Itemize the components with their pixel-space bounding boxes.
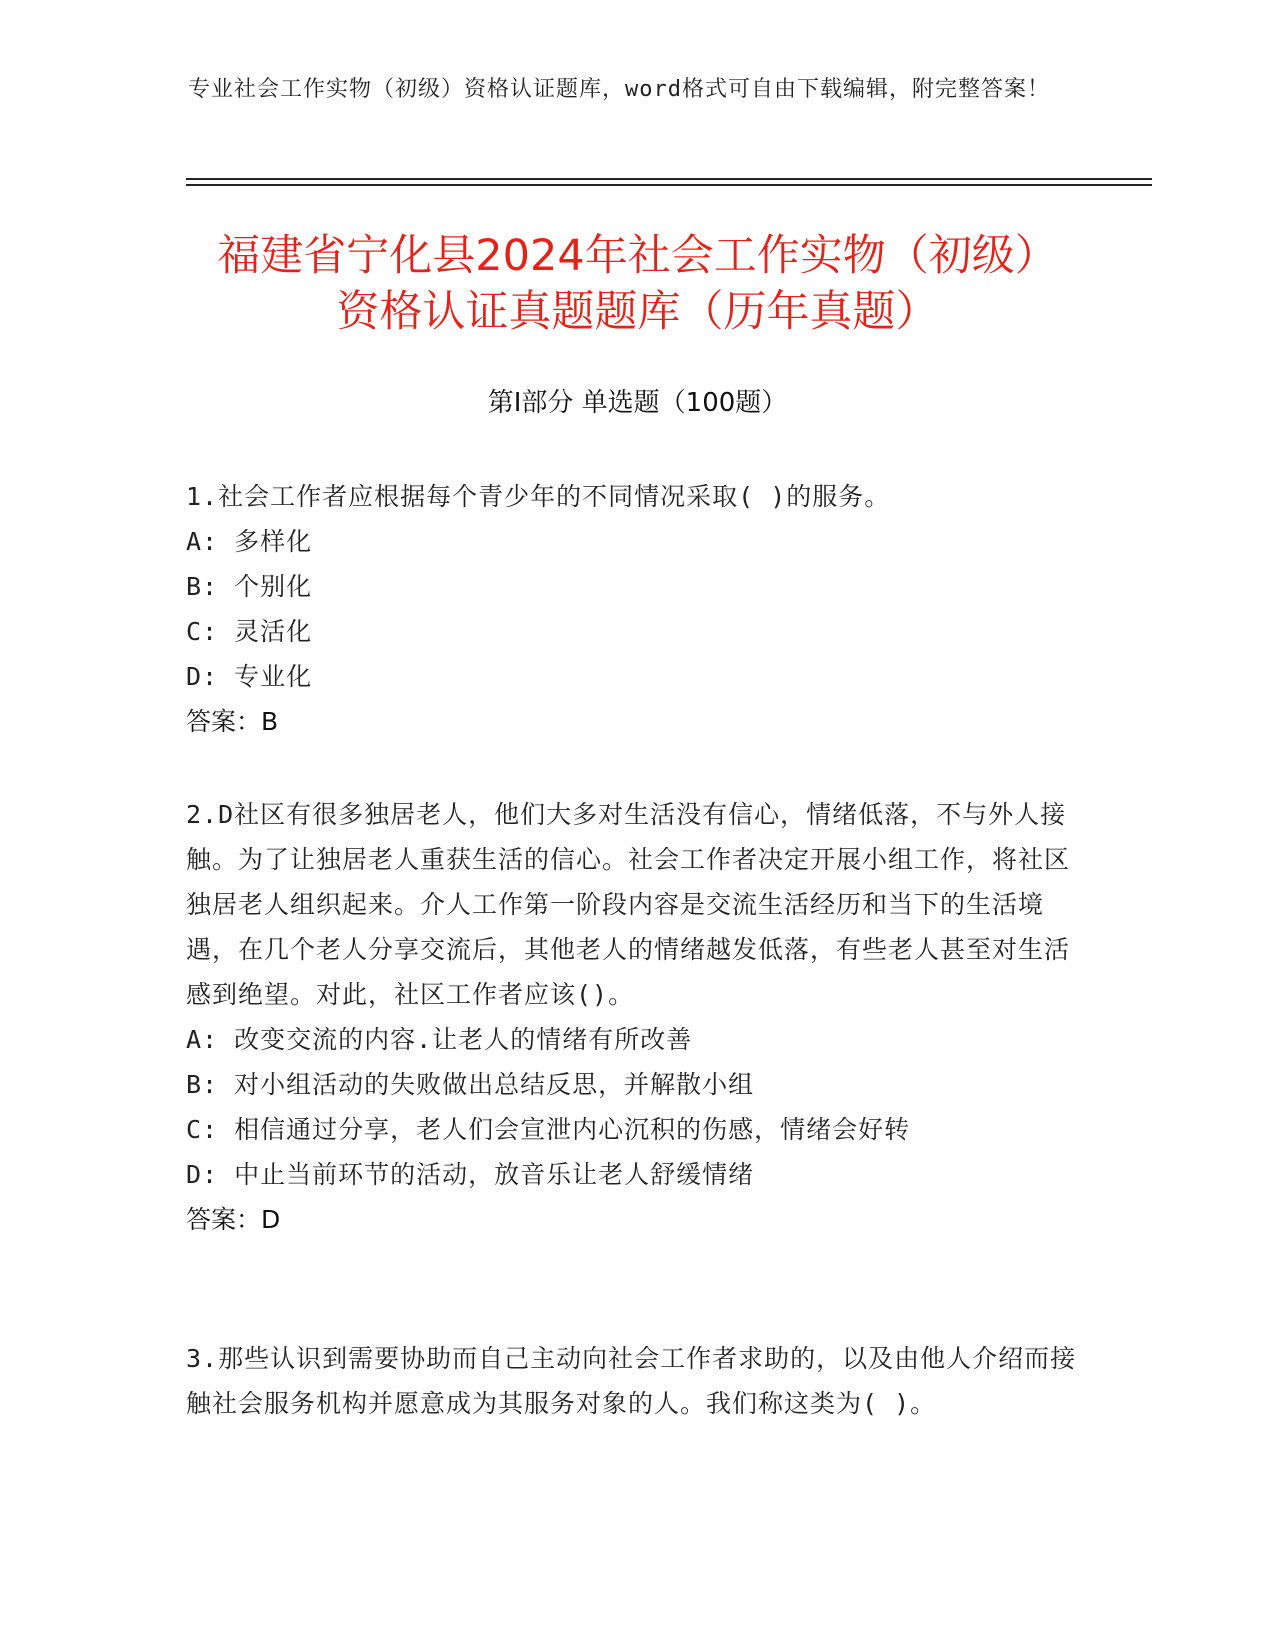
question-3: [186, 1336, 1086, 1426]
option-a: A: 改变交流的内容.让老人的情绪有所改善: [186, 1025, 693, 1054]
option-d: D: 中止当前环节的活动，放音乐让老人舒缓情绪: [186, 1160, 755, 1189]
option-c: C: 相信通过分享，老人们会宣泄内心沉积的伤感，情绪会好转: [186, 1115, 911, 1144]
question-1: [186, 474, 1086, 744]
document-title: [150, 228, 1125, 340]
option-c: C: 灵活化: [186, 617, 313, 646]
title-line-1: 福建省宁化县2024年社会工作实物（初级）: [217, 231, 1058, 281]
option-d: D: 专业化: [186, 662, 313, 691]
header-divider-top: [186, 178, 1152, 180]
section-title: 第Ⅰ部分 单选题（100题）: [487, 388, 788, 418]
title-line-2: 资格认证真题题库（历年真题）: [336, 287, 939, 337]
question-text: 1.社会工作者应根据每个青少年的不同情况采取( )的服务。: [186, 482, 891, 511]
header-note: 专业社会工作实物（初级）资格认证题库，word格式可自由下载编辑，附完整答案！: [188, 77, 1050, 102]
question-2: [186, 792, 1086, 1242]
answer: 答案：B: [186, 707, 279, 736]
option-a: A: 多样化: [186, 527, 313, 556]
question-text: 2.D社区有很多独居老人，他们大多对生活没有信心，情绪低落，不与外人接触。为了让独居老人重获生活的信心。社会工作者决定开展小组工作，将社区独居老人组织起来。介人工作第一阶段内容是交流生活经历和当下的生活境遇，在几个老人分享交流后，其他老人的情绪越发低落，有些老人甚至对生活感到绝望。对此，社区工作者应该()。: [186, 800, 1071, 1009]
option-b: B: 对小组活动的失败做出总结反思，并解散小组: [186, 1070, 755, 1099]
question-text: 3.那些认识到需要协助而自己主动向社会工作者求助的，以及由他人介绍而接触社会服务机构并愿意成为其服务对象的人。我们称这类为( )。: [186, 1344, 1077, 1418]
answer: 答案：D: [186, 1205, 281, 1234]
header-divider-bottom: [186, 184, 1152, 186]
option-b: B: 个别化: [186, 572, 313, 601]
